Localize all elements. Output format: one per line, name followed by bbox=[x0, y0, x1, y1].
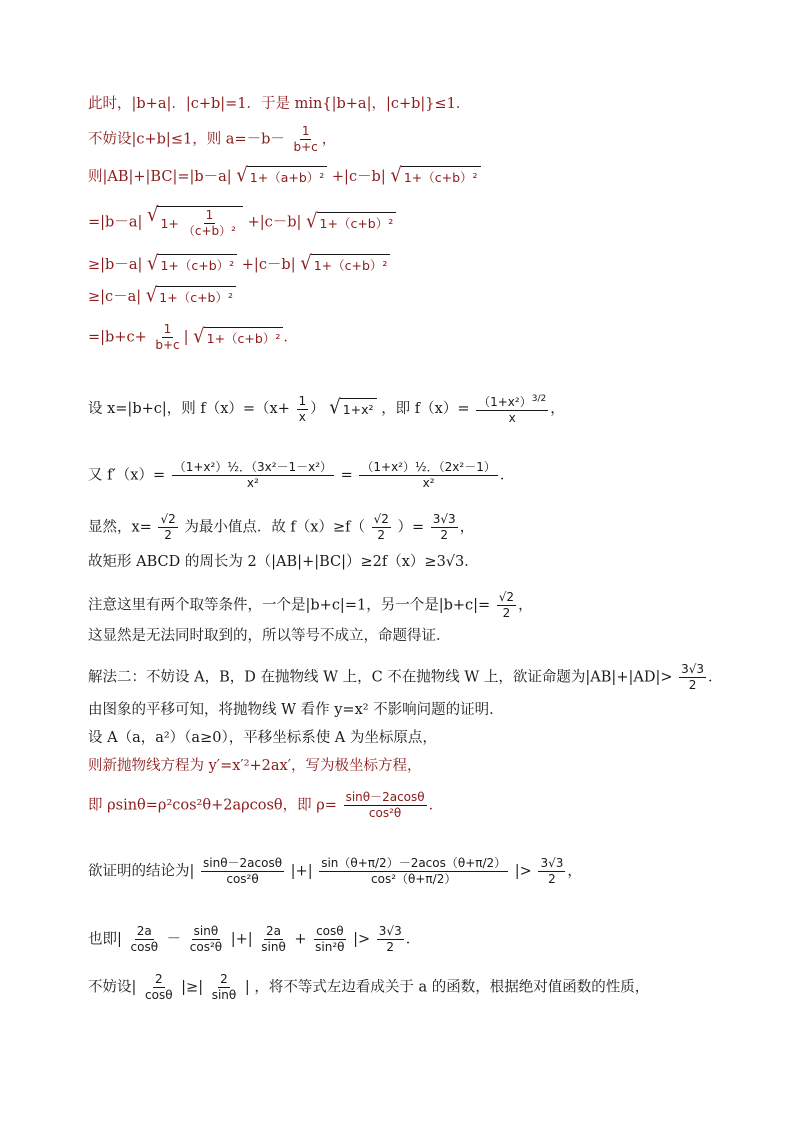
line-9-text: 又 f′（x）= bbox=[88, 467, 166, 484]
line-14-text: 解法二：不妨设 A，B，D 在抛物线 W 上，C 不在抛物线 W 上，欲证命题为|AB|+|AD|> bbox=[88, 669, 673, 686]
text-line-12: 注意这里有两个取等条件，一个是|b+c|=1，另一个是|b+c|= $\frac{√2}{2}$ ， bbox=[88, 590, 533, 620]
line-21-text: 不妨设| bbox=[88, 979, 137, 996]
text-line-2: 不妨设|c+b|≤1，则 a=－b－ $\frac{1}{b+c}$ ， bbox=[88, 124, 337, 154]
line-17-text: 则新抛物线方程为 y′=x′²+2ax′，写为极坐标方程， bbox=[88, 758, 422, 774]
line-11-text: 故矩形 ABCD 的周长为 2（|AB|+|BC|）≥2f（x）≥3√3． bbox=[88, 554, 479, 570]
text-line-9: 又 f′（x）= $\frac{\text{（1+x²）½．（3x²－1－x²）}}{\text{x²}}$ = $\frac{\text{（1+x²）½．（2x²－1）}}{\text{x²}}$ ． bbox=[88, 460, 515, 490]
line-7-text: =|b+c+ bbox=[88, 329, 147, 346]
text-line-1 bbox=[88, 94, 470, 114]
text-line-16 bbox=[88, 728, 437, 748]
fraction-1-over-bc: $\frac{1}{b+c}$ bbox=[293, 124, 318, 154]
line-10-text: 显然，x= bbox=[88, 519, 152, 536]
line-8-text: 设 x=|b+c|，则 f（x）=（x+ bbox=[88, 401, 290, 417]
text-line-18: 即 ρsinθ=ρ²cos²θ+2aρcosθ，即 ρ= $\frac{\sin\theta-2acos\theta}{\text{cos²θ}}$ ． bbox=[88, 790, 444, 820]
text-line-21: 不妨设| $\frac{2}{\cos\theta}$ |≥| $\frac{2}{\sin\theta}$ | ，将不等式左边看成关于 a 的函数，根据绝对值函数的性质， bbox=[88, 972, 650, 1002]
sqrt-cb-2: √ 1+（c+b）² bbox=[306, 212, 396, 234]
text-line-10: 显然，x= $\frac{√2}{2}$ 为最小值点．故 f（x）≥f（ $\frac{√2}{2}$ ）= $\frac{3√3}{2}$ ， bbox=[88, 512, 475, 542]
text-line-6: ≥|c－a| √ 1+（c+b）² bbox=[88, 286, 236, 308]
line-4-text: =|b－a| bbox=[88, 214, 143, 231]
text-line-17 bbox=[88, 756, 422, 776]
line-3-text: 则|AB|+|BC|=|b－a| bbox=[88, 169, 232, 185]
line-2-text: 不妨设|c+b|≤1，则 a=－b－ bbox=[88, 131, 285, 148]
sqrt-cb: √ 1+（c+b）² bbox=[390, 166, 480, 188]
line-6-text: ≥|c－a| bbox=[88, 289, 142, 305]
line-12-text: 注意这里有两个取等条件，一个是|b+c|=1，另一个是|b+c|= bbox=[88, 597, 491, 614]
line-16-text: 设 A（a，a²）（a≥0），平移坐标系使 A 为坐标原点， bbox=[88, 730, 437, 746]
text-line-14: 解法二：不妨设 A，B，D 在抛物线 W 上，C 不在抛物线 W 上，欲证命题为|AB|+|AD|> $\frac{3√3}{2}$ ． bbox=[88, 662, 723, 692]
sqrt-frac: √ 1+ $\frac{1}{\text{（c+b）²}}$ bbox=[147, 206, 243, 239]
line-20-text: 也即| bbox=[88, 931, 122, 948]
line-15-text: 由图象的平移可知，将抛物线 W 看作 y=x² 不影响问题的证明． bbox=[88, 702, 504, 718]
line-5-text: ≥|b－a| bbox=[88, 257, 143, 273]
line-19-text: 欲证明的结论为| bbox=[88, 863, 195, 880]
text-line-3: 则|AB|+|BC|=|b－a| √ 1+（a+b）² +|c－b| √ 1+（c+b）² bbox=[88, 166, 481, 188]
text-line-13 bbox=[88, 626, 451, 646]
text-line-11 bbox=[88, 552, 479, 572]
line-13-text: 这显然是无法同时取到的，所以等号不成立，命题得证． bbox=[88, 628, 451, 644]
line-18-text: 即 ρsinθ=ρ²cos²θ+2aρcosθ，即 ρ= bbox=[88, 797, 337, 814]
sqrt-ab: √ 1+（a+b）² bbox=[236, 166, 327, 188]
text-line-7: =|b+c+ $\frac{1}{b+c}$ | √ 1+（c+b）² ． bbox=[88, 322, 298, 352]
text-line-15 bbox=[88, 700, 504, 720]
text-line-20: 也即| $\frac{2a}{\cos\theta}$ － $\frac{\sin\theta}{\text{cos²θ}}$ |+| $\frac{2a}{\sin\theta}$ + $\frac{\cos\theta}{\text{sin²θ}}$ |> $\frac{3√3}{2}$ ． bbox=[88, 924, 421, 954]
line-1-text: 此时，|b+a|．|c+b|=1．于是 min{|b+a|，|c+b|}≤1． bbox=[88, 96, 471, 112]
text-line-8: 设 x=|b+c|，则 f（x）=（x+ $\frac{1}{x}$ ） √ 1+x² ，即 f（x）= $\frac{(1+x^2)^{3/2}}{x}$ ， bbox=[88, 393, 565, 425]
line-21-tail: ，将不等式左边看成关于 a 的函数，根据绝对值函数的性质， bbox=[254, 979, 650, 996]
text-line-4: =|b－a| √ 1+ $\frac{1}{\text{（c+b）²}}$ +|c－b| √ 1+（c+b）² bbox=[88, 206, 396, 239]
text-line-19: 欲证明的结论为| $\frac{\sin\theta-2acos\theta}{\text{cos²θ}}$ |+| $\frac{\sin(\theta+\pi/2)-2acos(\theta+\pi/2)}{\text{cos²（θ+π/2）}}$ |> $\frac{3√3}{2}$ ， bbox=[88, 856, 582, 886]
text-line-5: ≥|b－a| √ 1+（c+b）² +|c－b| √ 1+（c+b）² bbox=[88, 254, 390, 276]
